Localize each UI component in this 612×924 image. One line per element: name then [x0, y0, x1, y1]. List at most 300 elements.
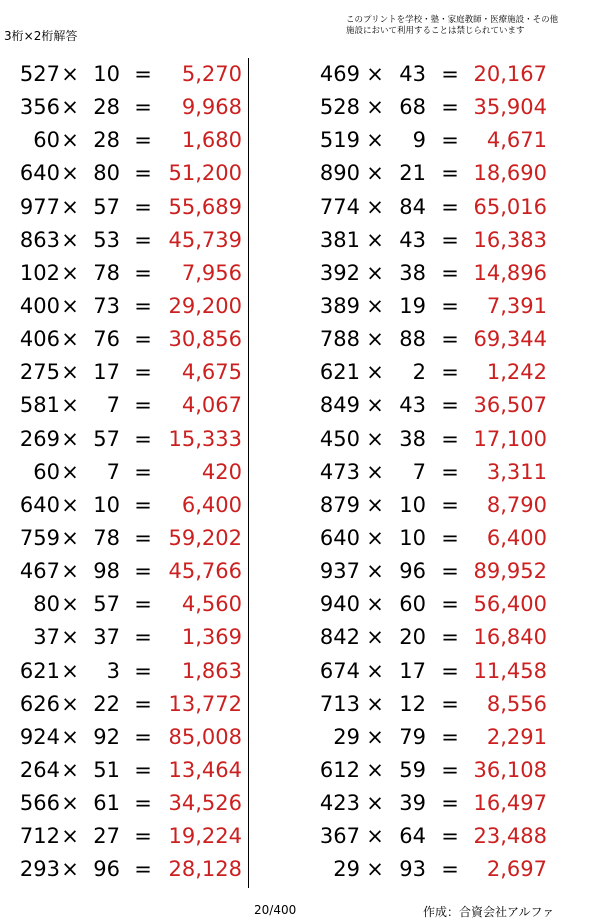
problem-row — [0, 688, 300, 721]
multiplicand: 940 — [319, 592, 360, 617]
multiplicand: 102 — [19, 260, 60, 285]
problem-row — [300, 555, 600, 588]
multiplier: 88 — [399, 327, 426, 352]
times-sign: × — [61, 724, 79, 749]
problem-row — [300, 820, 600, 853]
multiplicand: 640 — [319, 525, 360, 550]
multiplier: 43 — [399, 393, 426, 418]
problem-row — [300, 721, 600, 754]
problem-row — [0, 655, 300, 688]
times-sign: × — [366, 293, 384, 318]
multiplicand: 581 — [19, 393, 60, 418]
times-sign: × — [366, 360, 384, 385]
equals-sign: = — [441, 128, 459, 153]
multiplicand: 621 — [19, 658, 60, 683]
answer: 4,671 — [486, 128, 547, 153]
problem-row — [0, 257, 300, 290]
left-problem-column — [0, 58, 300, 887]
times-sign: × — [366, 161, 384, 186]
equals-sign: = — [134, 62, 152, 86]
equals-sign: = — [441, 559, 459, 584]
multiplier: 3 — [106, 658, 120, 683]
multiplier: 38 — [399, 260, 426, 285]
times-sign: × — [366, 592, 384, 617]
answer: 89,952 — [473, 559, 547, 584]
multiplier: 43 — [399, 62, 426, 86]
times-sign: × — [61, 824, 79, 849]
multiplier: 37 — [93, 625, 120, 650]
multiplier: 19 — [399, 293, 426, 318]
answer: 4,067 — [181, 393, 242, 418]
answer: 9,968 — [181, 95, 242, 120]
answer: 7,391 — [486, 293, 547, 318]
multiplier: 2 — [412, 360, 426, 385]
multiplicand: 269 — [19, 426, 60, 451]
multiplier: 7 — [412, 459, 426, 484]
times-sign: × — [366, 128, 384, 153]
equals-sign: = — [441, 757, 459, 782]
multiplicand: 367 — [319, 824, 360, 849]
equals-sign: = — [441, 327, 459, 352]
multiplicand: 400 — [19, 293, 60, 318]
answer: 35,904 — [473, 95, 547, 120]
times-sign: × — [61, 857, 79, 882]
equals-sign: = — [441, 724, 459, 749]
times-sign: × — [366, 757, 384, 782]
times-sign: × — [61, 194, 79, 219]
times-sign: × — [366, 525, 384, 550]
multiplier: 22 — [93, 691, 120, 716]
equals-sign: = — [441, 625, 459, 650]
multiplier: 53 — [93, 227, 120, 252]
multiplicand: 566 — [19, 791, 60, 816]
answer: 16,840 — [473, 625, 547, 650]
problem-row — [300, 124, 600, 157]
multiplier: 10 — [93, 492, 120, 517]
equals-sign: = — [134, 625, 152, 650]
author-credit: 作成：合資会社アルファ — [423, 905, 555, 919]
times-sign: × — [61, 492, 79, 517]
multiplier: 17 — [93, 360, 120, 385]
times-sign: × — [61, 625, 79, 650]
equals-sign: = — [134, 360, 152, 385]
answer: 1,863 — [181, 658, 242, 683]
times-sign: × — [61, 559, 79, 584]
multiplicand: 293 — [19, 857, 60, 882]
answer: 5,270 — [181, 62, 242, 86]
answer: 4,560 — [181, 592, 242, 617]
equals-sign: = — [441, 293, 459, 318]
equals-sign: = — [134, 227, 152, 252]
problem-row — [0, 588, 300, 621]
equals-sign: = — [134, 658, 152, 683]
answer: 17,100 — [473, 426, 547, 451]
problem-row — [0, 356, 300, 389]
multiplicand: 788 — [319, 327, 360, 352]
answer: 30,856 — [168, 327, 242, 352]
equals-sign: = — [441, 161, 459, 186]
times-sign: × — [61, 360, 79, 385]
problem-row — [300, 456, 600, 489]
equals-sign: = — [441, 426, 459, 451]
times-sign: × — [366, 227, 384, 252]
multiplicand: 977 — [19, 194, 60, 219]
equals-sign: = — [441, 260, 459, 285]
problem-row — [300, 588, 600, 621]
times-sign: × — [366, 791, 384, 816]
multiplicand: 528 — [319, 95, 360, 120]
equals-sign: = — [441, 459, 459, 484]
answer: 6,400 — [486, 525, 547, 550]
equals-sign: = — [441, 62, 459, 86]
multiplicand: 37 — [33, 625, 60, 650]
problem-row — [300, 423, 600, 456]
times-sign: × — [61, 293, 79, 318]
multiplicand: 849 — [319, 393, 360, 418]
multiplier: 79 — [399, 724, 426, 749]
problem-row — [0, 191, 300, 224]
problem-row — [0, 423, 300, 456]
answer: 20,167 — [473, 62, 547, 86]
multiplier: 59 — [399, 757, 426, 782]
equals-sign: = — [441, 95, 459, 120]
problem-row — [0, 621, 300, 654]
answer: 2,291 — [486, 724, 547, 749]
multiplier: 43 — [399, 227, 426, 252]
problem-row — [0, 853, 300, 886]
answer: 18,690 — [473, 161, 547, 186]
problem-row — [300, 621, 600, 654]
times-sign: × — [61, 227, 79, 252]
multiplicand: 674 — [319, 658, 360, 683]
equals-sign: = — [441, 691, 459, 716]
equals-sign: = — [441, 492, 459, 517]
usage-notice: このプリントを学校・塾・家庭教師・医療施設・その他 施設において利用することは禁じられています — [346, 15, 559, 36]
equals-sign: = — [134, 260, 152, 285]
multiplicand: 60 — [33, 459, 60, 484]
answer: 11,458 — [473, 658, 547, 683]
problem-row — [0, 91, 300, 124]
multiplier: 10 — [93, 62, 120, 86]
problem-row — [300, 224, 600, 257]
times-sign: × — [61, 393, 79, 418]
problem-row — [300, 290, 600, 323]
multiplicand: 640 — [19, 492, 60, 517]
multiplier: 51 — [93, 757, 120, 782]
page-title: 3桁×2桁解答 — [4, 29, 78, 43]
multiplicand: 29 — [333, 857, 360, 882]
answer: 55,689 — [168, 194, 242, 219]
times-sign: × — [61, 757, 79, 782]
multiplier: 38 — [399, 426, 426, 451]
equals-sign: = — [134, 293, 152, 318]
multiplicand: 406 — [19, 327, 60, 352]
multiplicand: 450 — [319, 426, 360, 451]
problem-row — [300, 58, 600, 91]
equals-sign: = — [441, 194, 459, 219]
problem-row — [300, 91, 600, 124]
problem-row — [0, 157, 300, 190]
times-sign: × — [61, 791, 79, 816]
answer: 51,200 — [168, 161, 242, 186]
multiplicand: 60 — [33, 128, 60, 153]
multiplier: 39 — [399, 791, 426, 816]
problem-row — [0, 721, 300, 754]
problem-row — [300, 323, 600, 356]
problem-row — [0, 522, 300, 555]
answer: 85,008 — [168, 724, 242, 749]
times-sign: × — [366, 426, 384, 451]
multiplicand: 29 — [333, 724, 360, 749]
problem-row — [300, 754, 600, 787]
equals-sign: = — [441, 393, 459, 418]
multiplier: 64 — [399, 824, 426, 849]
multiplicand: 879 — [319, 492, 360, 517]
answer: 4,675 — [181, 360, 242, 385]
answer: 1,680 — [181, 128, 242, 153]
equals-sign: = — [441, 857, 459, 882]
equals-sign: = — [441, 824, 459, 849]
multiplier: 96 — [399, 559, 426, 584]
equals-sign: = — [134, 791, 152, 816]
problem-row — [0, 489, 300, 522]
multiplicand: 264 — [19, 757, 60, 782]
problem-row — [300, 655, 600, 688]
multiplier: 76 — [93, 327, 120, 352]
equals-sign: = — [134, 128, 152, 153]
multiplier: 93 — [399, 857, 426, 882]
multiplicand: 80 — [33, 592, 60, 617]
times-sign: × — [61, 592, 79, 617]
page-number: 20/400 — [254, 903, 297, 917]
equals-sign: = — [134, 95, 152, 120]
answer: 1,369 — [181, 625, 242, 650]
times-sign: × — [61, 525, 79, 550]
multiplicand: 469 — [319, 62, 360, 86]
multiplicand: 389 — [319, 293, 360, 318]
times-sign: × — [61, 128, 79, 153]
multiplier: 92 — [93, 724, 120, 749]
multiplier: 98 — [93, 559, 120, 584]
problem-row — [0, 323, 300, 356]
answer: 13,464 — [168, 757, 242, 782]
multiplicand: 621 — [319, 360, 360, 385]
equals-sign: = — [134, 525, 152, 550]
problem-row — [300, 257, 600, 290]
multiplier: 61 — [93, 791, 120, 816]
times-sign: × — [366, 327, 384, 352]
answer: 36,507 — [473, 393, 547, 418]
answer: 28,128 — [168, 857, 242, 882]
times-sign: × — [366, 824, 384, 849]
answer: 13,772 — [168, 691, 242, 716]
problem-row — [0, 224, 300, 257]
multiplier: 7 — [106, 393, 120, 418]
answer: 3,311 — [486, 459, 547, 484]
multiplicand: 863 — [19, 227, 60, 252]
times-sign: × — [366, 625, 384, 650]
times-sign: × — [61, 426, 79, 451]
multiplier: 57 — [93, 194, 120, 219]
multiplier: 57 — [93, 592, 120, 617]
times-sign: × — [366, 95, 384, 120]
equals-sign: = — [441, 791, 459, 816]
right-problem-column — [300, 58, 600, 887]
multiplier: 68 — [399, 95, 426, 120]
times-sign: × — [366, 62, 384, 86]
answer: 56,400 — [473, 592, 547, 617]
times-sign: × — [366, 393, 384, 418]
times-sign: × — [366, 492, 384, 517]
multiplicand: 924 — [19, 724, 60, 749]
multiplier: 27 — [93, 824, 120, 849]
problem-row — [300, 853, 600, 886]
multiplicand: 527 — [19, 62, 60, 86]
multiplier: 78 — [93, 260, 120, 285]
answer: 15,333 — [168, 426, 242, 451]
problem-row — [0, 456, 300, 489]
multiplicand: 842 — [319, 625, 360, 650]
answer: 2,697 — [486, 857, 547, 882]
times-sign: × — [366, 459, 384, 484]
multiplier: 10 — [399, 525, 426, 550]
multiplier: 17 — [399, 658, 426, 683]
multiplier: 7 — [106, 459, 120, 484]
answer: 45,766 — [168, 559, 242, 584]
times-sign: × — [61, 95, 79, 120]
problem-row — [0, 754, 300, 787]
answer: 8,790 — [486, 492, 547, 517]
multiplicand: 275 — [19, 360, 60, 385]
answer: 45,739 — [168, 227, 242, 252]
answer: 23,488 — [473, 824, 547, 849]
problem-row — [300, 157, 600, 190]
equals-sign: = — [134, 161, 152, 186]
equals-sign: = — [441, 227, 459, 252]
answer: 16,383 — [473, 227, 547, 252]
multiplier: 78 — [93, 525, 120, 550]
equals-sign: = — [441, 592, 459, 617]
multiplier: 84 — [399, 194, 426, 219]
times-sign: × — [61, 62, 79, 86]
multiplier: 57 — [93, 426, 120, 451]
answer: 59,202 — [168, 525, 242, 550]
equals-sign: = — [134, 393, 152, 418]
equals-sign: = — [134, 559, 152, 584]
answer: 69,344 — [473, 327, 547, 352]
problem-row — [300, 356, 600, 389]
problem-row — [300, 522, 600, 555]
times-sign: × — [366, 691, 384, 716]
answer: 34,526 — [168, 791, 242, 816]
multiplier: 20 — [399, 625, 426, 650]
multiplicand: 626 — [19, 691, 60, 716]
problem-row — [0, 820, 300, 853]
equals-sign: = — [441, 525, 459, 550]
equals-sign: = — [134, 459, 152, 484]
multiplicand: 937 — [319, 559, 360, 584]
multiplicand: 473 — [319, 459, 360, 484]
answer: 36,108 — [473, 757, 547, 782]
equals-sign: = — [134, 492, 152, 517]
times-sign: × — [366, 724, 384, 749]
answer: 29,200 — [168, 293, 242, 318]
multiplicand: 640 — [19, 161, 60, 186]
multiplicand: 774 — [319, 194, 360, 219]
multiplier: 60 — [399, 592, 426, 617]
problem-row — [300, 191, 600, 224]
equals-sign: = — [134, 757, 152, 782]
problem-row — [0, 124, 300, 157]
answer: 420 — [201, 459, 242, 484]
times-sign: × — [61, 260, 79, 285]
equals-sign: = — [134, 426, 152, 451]
times-sign: × — [366, 260, 384, 285]
answer: 8,556 — [486, 691, 547, 716]
answer: 6,400 — [181, 492, 242, 517]
multiplier: 73 — [93, 293, 120, 318]
multiplicand: 392 — [319, 260, 360, 285]
times-sign: × — [61, 327, 79, 352]
equals-sign: = — [134, 327, 152, 352]
problem-row — [0, 555, 300, 588]
multiplicand: 890 — [319, 161, 360, 186]
multiplier: 10 — [399, 492, 426, 517]
answer: 65,016 — [473, 194, 547, 219]
equals-sign: = — [134, 691, 152, 716]
problem-row — [300, 688, 600, 721]
multiplicand: 759 — [19, 525, 60, 550]
problem-row — [300, 489, 600, 522]
times-sign: × — [61, 459, 79, 484]
equals-sign: = — [441, 658, 459, 683]
equals-sign: = — [134, 724, 152, 749]
multiplicand: 519 — [319, 128, 360, 153]
problem-row — [300, 389, 600, 422]
problem-row — [0, 290, 300, 323]
multiplier: 21 — [399, 161, 426, 186]
multiplicand: 356 — [19, 95, 60, 120]
equals-sign: = — [134, 194, 152, 219]
multiplicand: 467 — [19, 559, 60, 584]
times-sign: × — [61, 691, 79, 716]
multiplicand: 423 — [319, 791, 360, 816]
equals-sign: = — [134, 857, 152, 882]
times-sign: × — [61, 658, 79, 683]
multiplicand: 612 — [319, 757, 360, 782]
problem-row — [0, 58, 300, 91]
multiplier: 80 — [93, 161, 120, 186]
answer: 19,224 — [168, 824, 242, 849]
column-divider — [248, 58, 249, 888]
equals-sign: = — [134, 592, 152, 617]
equals-sign: = — [134, 824, 152, 849]
multiplier: 28 — [93, 95, 120, 120]
times-sign: × — [61, 161, 79, 186]
problem-row — [0, 389, 300, 422]
times-sign: × — [366, 559, 384, 584]
problem-row — [0, 787, 300, 820]
multiplicand: 712 — [19, 824, 60, 849]
times-sign: × — [366, 194, 384, 219]
multiplier: 28 — [93, 128, 120, 153]
times-sign: × — [366, 857, 384, 882]
equals-sign: = — [441, 360, 459, 385]
multiplicand: 713 — [319, 691, 360, 716]
multiplicand: 381 — [319, 227, 360, 252]
multiplier: 12 — [399, 691, 426, 716]
answer: 1,242 — [486, 360, 547, 385]
